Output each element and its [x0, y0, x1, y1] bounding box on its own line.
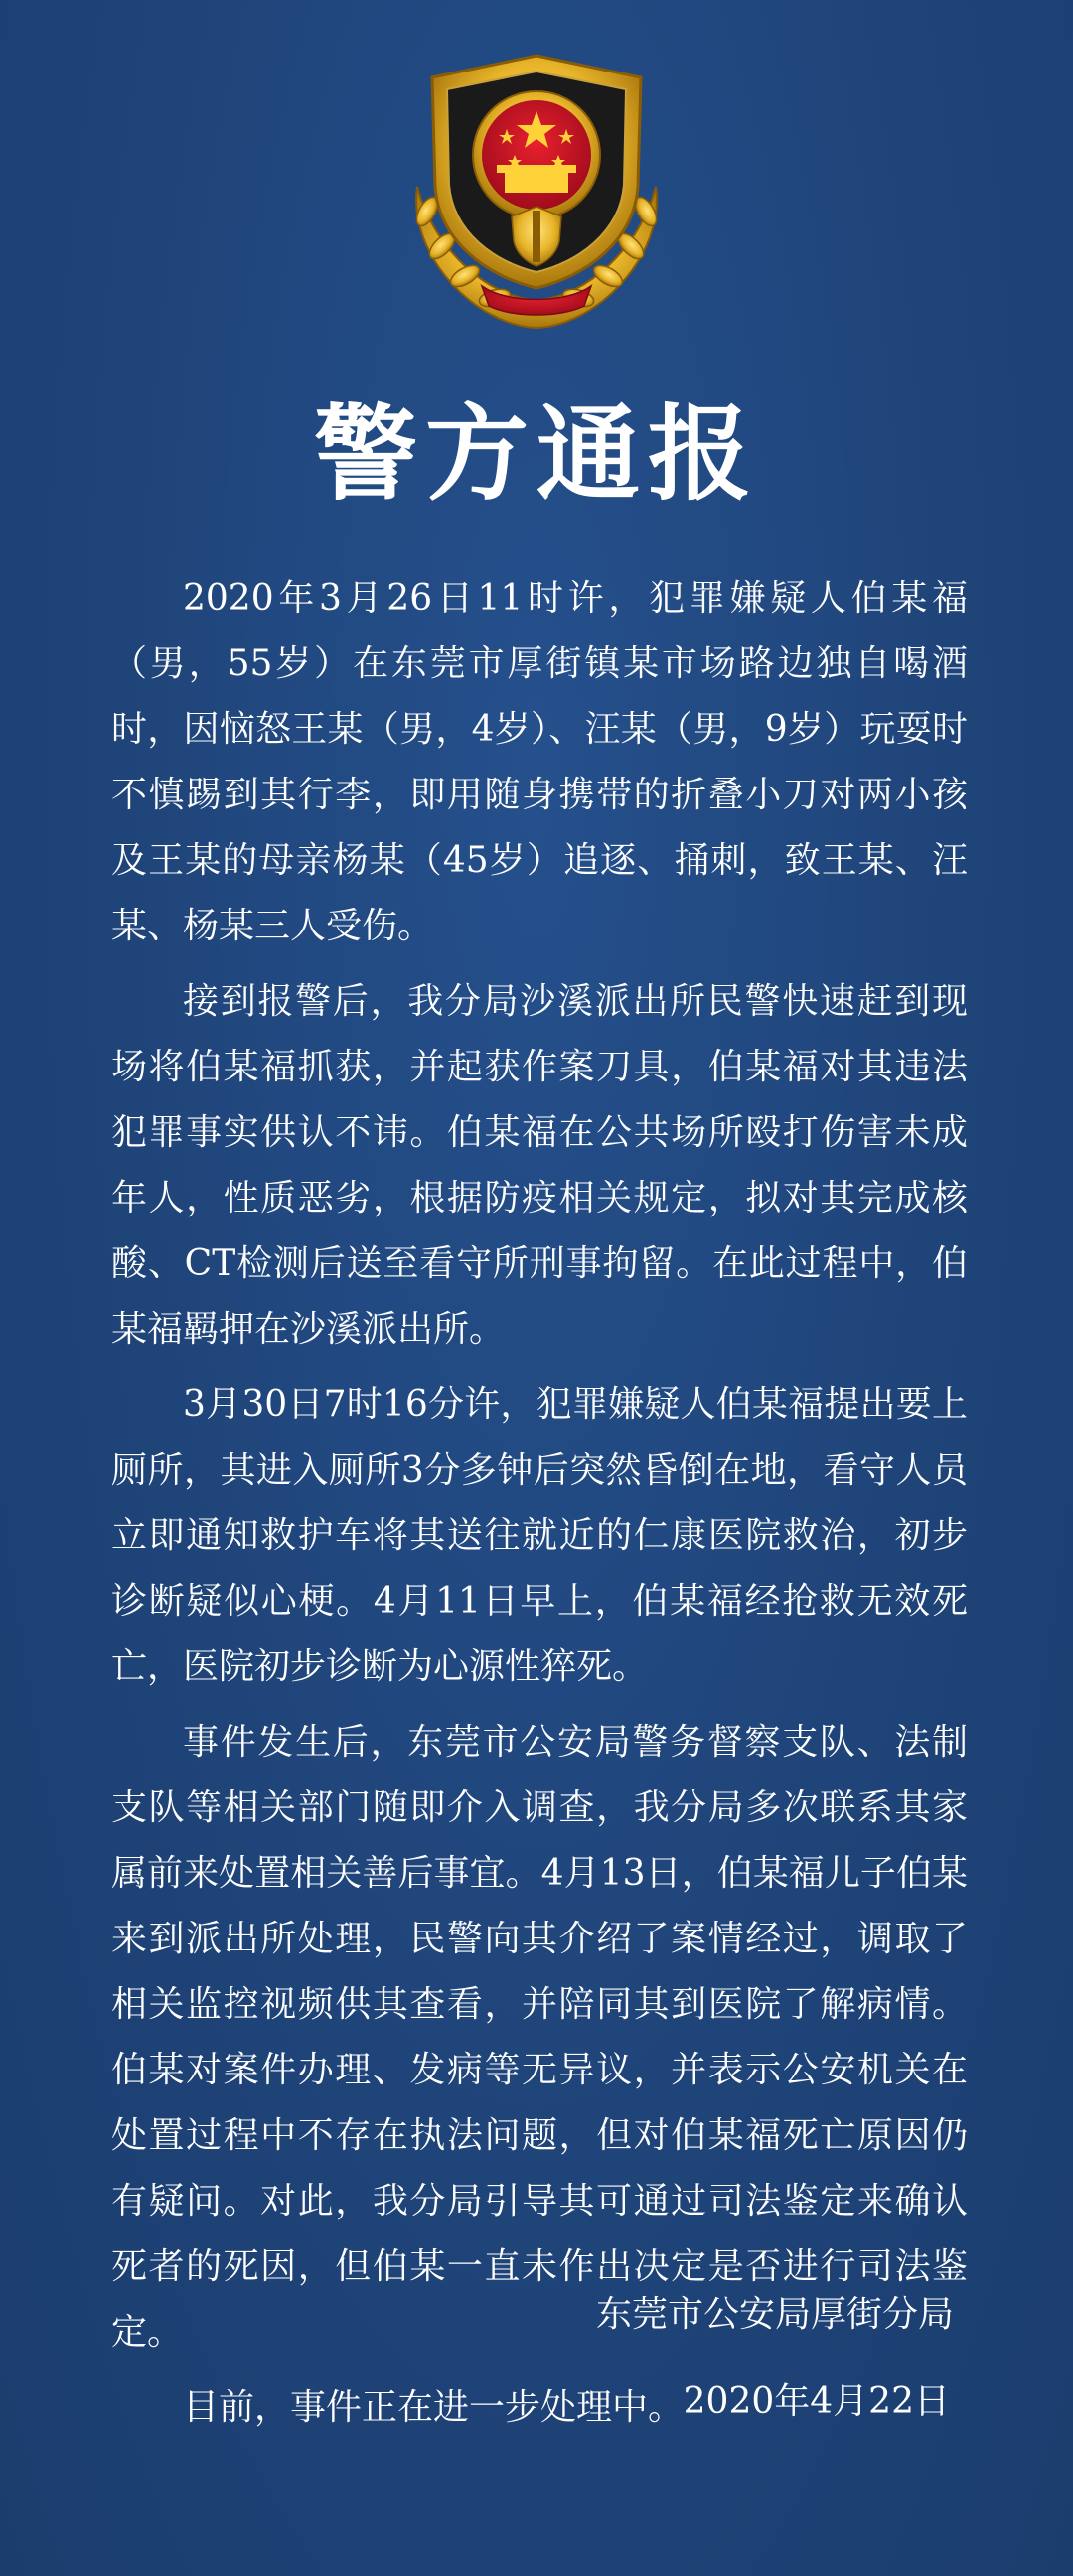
issue-date: 2020年4月22日 [683, 2381, 950, 2422]
police-emblem-icon [387, 38, 686, 336]
paragraph: 接到报警后，我分局沙溪派出所民警快速赶到现场将伯某福抓获，并起获作案刀具，伯某福对其违法犯罪事实供认不讳。伯某福在公共场所殴打伤害未成年人，性质恶劣，根据防疫相关规定，拟对其完成核酸、CT检测后送至看守所刑事拘留。在此过程中，伯某福羁押在沙溪派出所。 [111, 981, 968, 1350]
paragraph: 事件发生后，东莞市公安局警务督察支队、法制支队等相关部门随即介入调查，我分局多次联系其家属前来处置相关善后事宜。4月13日，伯某福儿子伯某来到派出所处理，民警向其介绍了案情经过，调取了相关监控视频供其查看，并陪同其到医院了解病情。伯某对案件办理、发病等无异议，并表示公安机关在处置过程中不存在执法问题，但对伯某福死亡原因仍有疑问。对此，我分局引导其可通过司法鉴定来确认死者的死因，但伯某一直未作出决定是否进行司法鉴定。 [111, 1722, 968, 2353]
paragraph: 2020年3月26日11时许，犯罪嫌疑人伯某福（男，55岁）在东莞市厚街镇某市场路边独自喝酒时，因恼怒王某（男，4岁）、汪某（男，9岁）玩耍时不慎踢到其行李，即用随身携带的折叠小刀对两小孩及王某的母亲杨某（45岁）追逐、捅刺，致王某、汪某、杨某三人受伤。 [111, 578, 968, 946]
notice-body [111, 566, 968, 2451]
paragraph: 3月30日7时16分许，犯罪嫌疑人伯某福提出要上厕所，其进入厕所3分多钟后突然昏倒在地，看守人员立即通知救护车将其送往就近的仁康医院救治，初步诊断疑似心梗。4月11日早上，伯某福经抢救无效死亡，医院初步诊断为心源性猝死。 [111, 1384, 968, 1687]
notice-title: 警方通报 [313, 393, 759, 514]
paragraph: 目前，事件正在进一步处理中。 [183, 2387, 685, 2428]
signature-block [596, 2282, 954, 2435]
issuer-name: 东莞市公安局厚街分局 [595, 2294, 954, 2335]
